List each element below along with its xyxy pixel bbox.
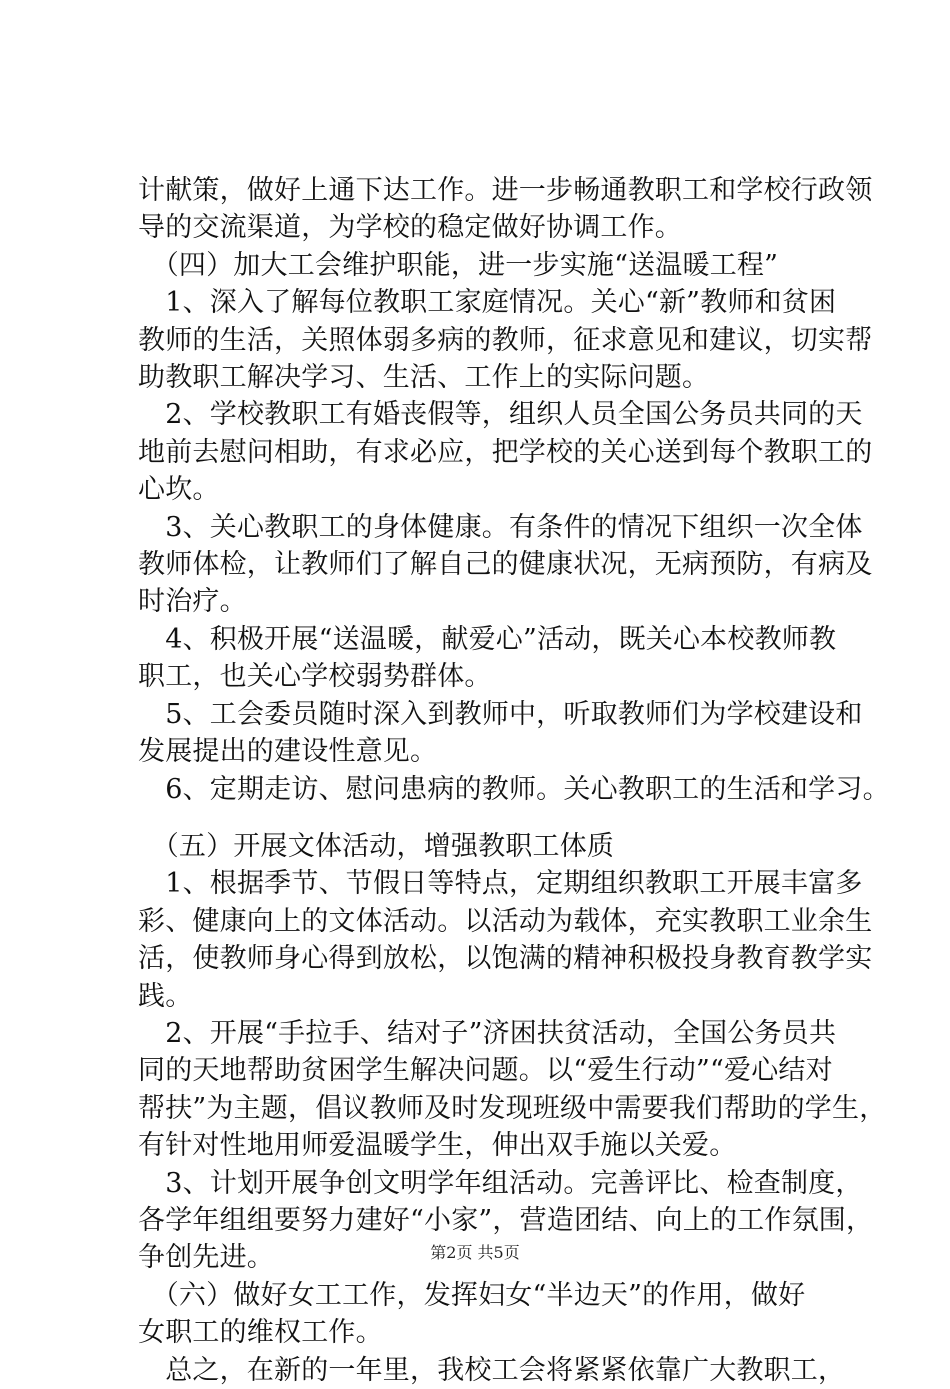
text-line: 3、关心教职工的身体健康。有条件的情况下组织一次全体 xyxy=(138,511,863,543)
text-line: 地前去慰问相助，有求必应，把学校的关心送到每个教职工的 xyxy=(138,436,873,468)
text-line: 6、定期走访、慰问患病的教师。关心教职工的生活和学习。 xyxy=(138,773,890,805)
text-line: 有针对性地用师爱温暖学生，伸出双手施以关爱。 xyxy=(138,1130,737,1162)
text-line: 3、计划开展争创文明学年组活动。完善评比、检查制度， xyxy=(138,1167,863,1199)
text-line: 职工，也关心学校弱势群体。 xyxy=(138,661,492,693)
page-footer: 第2页 共5页 xyxy=(430,1243,520,1262)
document-body xyxy=(138,172,890,1389)
text-line: 4、积极开展“送温暖，献爱心”活动，既关心本校教师教 xyxy=(138,623,837,655)
text-line: 1、根据季节、节假日等特点，定期组织教职工开展丰富多 xyxy=(138,868,863,900)
text-line: 2、学校教职工有婚丧假等，组织人员全国公务员共同的天 xyxy=(138,399,863,431)
text-line: 践。 xyxy=(138,980,193,1012)
text-line: （六）做好女工工作，发挥妇女“半边天”的作用，做好 xyxy=(138,1279,806,1311)
text-line: 计献策，做好上通下达工作。进一步畅通教职工和学校行政领 xyxy=(138,175,873,206)
text-line: 教师的生活，关照体弱多病的教师，征求意见和建议，切实帮 xyxy=(138,324,873,356)
text-line: 女职工的维权工作。 xyxy=(138,1317,383,1349)
text-line: 心坎。 xyxy=(138,474,220,506)
text-line: 彩、健康向上的文体活动。以活动为载体，充实教职工业余生 xyxy=(138,905,873,937)
text-line: 各学年组组要努力建好“小家”，营造团结、向上的工作氛围， xyxy=(138,1204,874,1236)
text-line: 时治疗。 xyxy=(138,586,247,618)
text-line: 同的天地帮助贫困学生解决问题。以“爱生行动”“爱心结对 xyxy=(138,1055,833,1087)
text-line: 导的交流渠道，为学校的稳定做好协调工作。 xyxy=(138,212,682,244)
text-line: 争创先进。 xyxy=(138,1242,274,1274)
text-line: 助教职工解决学习、生活、工作上的实际问题。 xyxy=(138,362,710,394)
text-line: 活，使教师身心得到放松，以饱满的精神积极投身教育教学实 xyxy=(138,943,873,975)
text-line: 5、工会委员随时深入到教师中，听取教师们为学校建设和 xyxy=(138,698,863,730)
text-line: 教师体检，让教师们了解自己的健康状况，无病预防，有病及 xyxy=(138,549,873,581)
text-line: 2、开展“手拉手、结对子”济困扶贫活动，全国公务员共 xyxy=(138,1017,837,1049)
text-line: （四）加大工会维护职能，进一步实施“送温暖工程” xyxy=(138,249,779,281)
text-line: 1、深入了解每位教职工家庭情况。关心“新”教师和贫困 xyxy=(138,287,837,319)
text-line: 帮扶”为主题，倡议教师及时发现班级中需要我们帮助的学生， xyxy=(138,1092,887,1124)
text-line: 总之，在新的一年里，我校工会将紧紧依靠广大教职工， xyxy=(138,1354,846,1386)
paragraph-gap xyxy=(138,808,850,828)
text-line: 发展提出的建设性意见。 xyxy=(138,736,438,768)
text-line: （五）开展文体活动，增强教职工体质 xyxy=(138,830,615,862)
